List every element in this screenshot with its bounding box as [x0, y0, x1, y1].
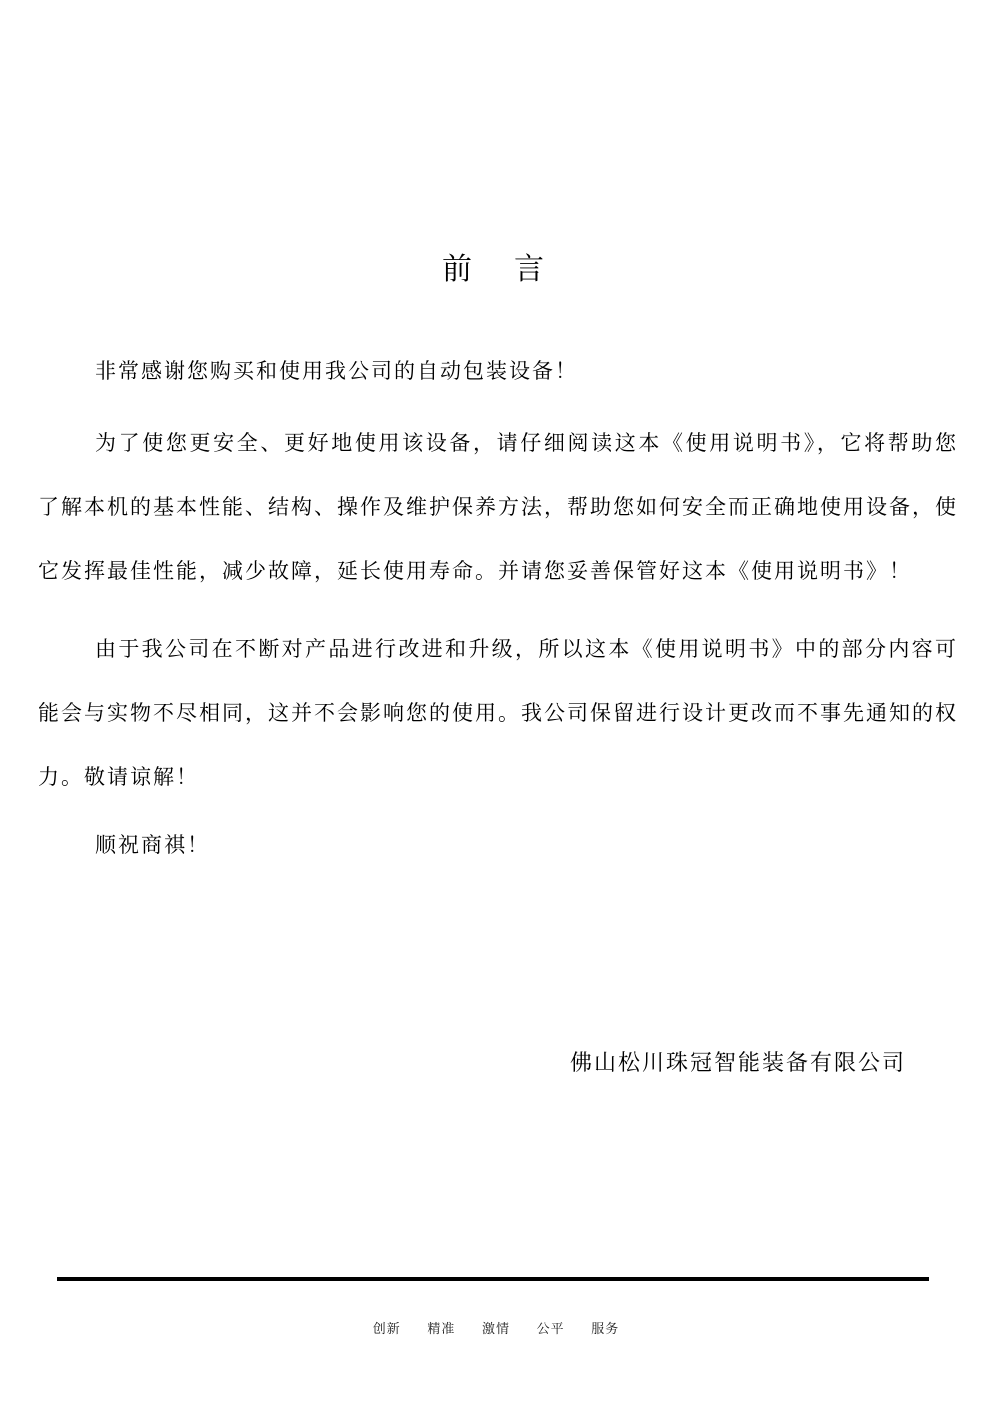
preface-body: [38, 340, 958, 878]
paragraph-thanks: 非常感谢您购买和使用我公司的自动包装设备！: [95, 360, 578, 383]
paragraph-wishes: 顺祝商祺！: [95, 834, 210, 857]
page-title: 前 言: [442, 253, 550, 287]
footer-motto-word: 创新: [372, 1321, 401, 1336]
footer-motto-word: 激情: [481, 1321, 510, 1336]
paragraph-read-manual: 为了使您更安全、更好地使用该设备，请仔细阅读这本《使用说明书》，它将帮助您了解本机的基本性能、结构、操作及维护保养方法，帮助您如何安全而正确地使用设备，使它发挥最佳性能，减少故障，延长使用寿命。并请您妥善保管好这本《使用说明书》！: [38, 432, 958, 583]
footer-motto-word: 公平: [536, 1321, 565, 1336]
footer-divider: [57, 1277, 929, 1281]
company-signature: 佛山松川珠冠智能装备有限公司: [569, 1050, 906, 1075]
footer-motto-word: 服务: [591, 1321, 620, 1336]
paragraph-disclaimer: 由于我公司在不断对产品进行改进和升级，所以这本《使用说明书》中的部分内容可能会与实物不尽相同，这并不会影响您的使用。我公司保留进行设计更改而不事先通知的权力。敬请谅解！: [38, 638, 958, 789]
footer-motto-word: 精准: [427, 1321, 456, 1336]
footer-motto: [0, 1318, 992, 1337]
